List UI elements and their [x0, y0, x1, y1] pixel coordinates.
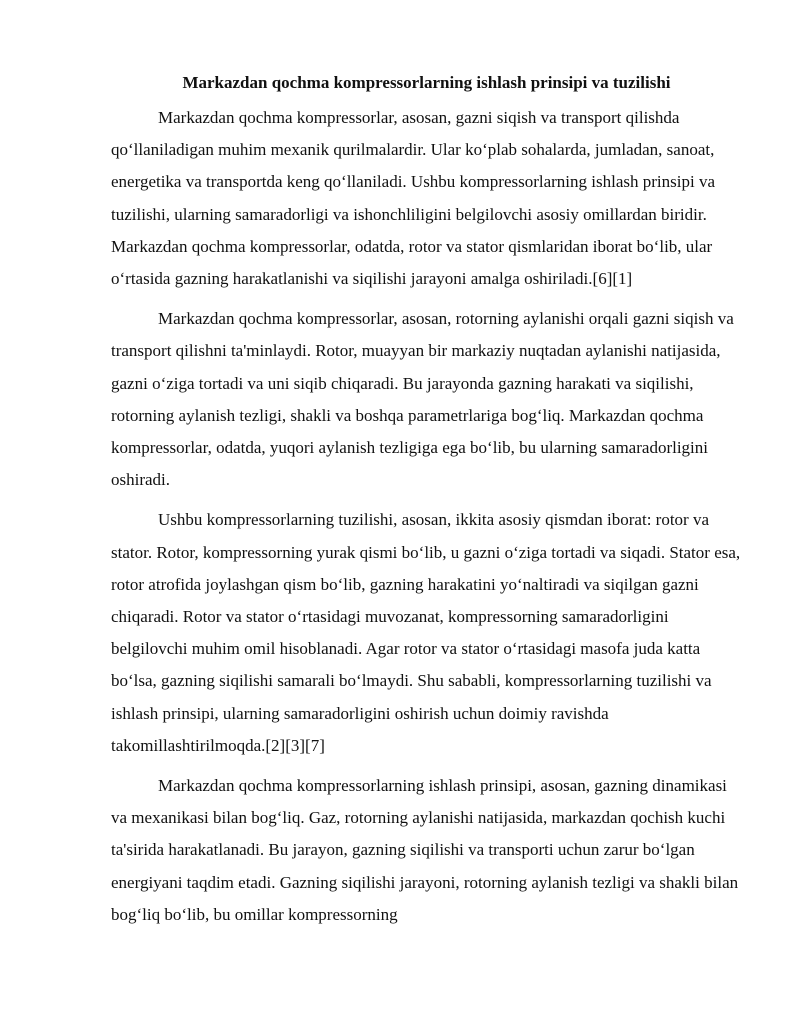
- paragraph-4: Markazdan qochma kompressorlarning ishlash prinsipi, asosan, gazning dinamikasi va mexanikasi bilan bog‘liq. Gaz, rotorning aylanishi natijasida, markazdan qochish kuchi ta'sirida harakatlanadi. Bu jarayon, gazning siqilishi va transporti uchun zarur bo‘lgan energiyani taqdim etadi. Gazning siqilishi jarayoni, rotorning aylanish tezligi va shakli bilan bog‘liq bo‘lib, bu omillar kompressorning: [111, 776, 739, 924]
- paragraph-1: Markazdan qochma kompressorlar, asosan, gazni siqish va transport qilishda qo‘llaniladigan muhim mexanik qurilmalardir. Ular ko‘plab sohalarda, jumladan, sanoat, energetika va transportda keng qo‘llaniladi. Ushbu kompressorlarning ishlash prinsipi va tuzilishi, ularning samaradorligi va ishonchliligini belgilovchi asosiy omillardan biridir. Markazdan qochma kompressorlar, odatda, rotor va stator qismlaridan iborat bo‘lib, ular o‘rtasida gazning harakatlanishi va siqilishi jarayoni amalga oshiriladi.[6][1]: [111, 108, 715, 289]
- document-body: [111, 72, 742, 939]
- paragraph-3: Ushbu kompressorlarning tuzilishi, asosan, ikkita asosiy qismdan iborat: rotor va stator. Rotor, kompressorning yurak qismi bo‘lib, u gazni o‘ziga tortadi va siqadi. Stator esa, rotor atrofida joylashgan qism bo‘lib, gazning harakatini yo‘naltiradi va siqilgan gazni chiqaradi. Rotor va stator o‘rtasidagi muvozanat, kompressorning samaradorligini belgilovchi muhim omil hisoblanadi. Agar rotor va stator o‘rtasidagi masofa juda katta bo‘lsa, gazning siqilishi samarali bo‘lmaydi. Shu sababli, kompressorlarning tuzilishi va ishlash prinsipi, ularning samaradorligini oshirish uchun doimiy ravishda takomillashtirilmoqda.[2][3][7]: [111, 510, 741, 755]
- paragraph-2: Markazdan qochma kompressorlar, asosan, rotorning aylanishi orqali gazni siqish va transport qilishni ta'minlaydi. Rotor, muayyan bir markaziy nuqtadan aylanishi natijasida, gazni o‘ziga tortadi va uni siqib chiqaradi. Bu jarayonda gazning harakati va siqilishi, rotorning aylanish tezligi, shakli va boshqa parametrlariga bog‘liq. Markazdan qochma kompressorlar, odatda, yuqori aylanish tezligiga ega bo‘lib, bu ularning samaradorligini oshiradi.: [111, 309, 734, 490]
- document-title: Markazdan qochma kompressorlarning ishlash prinsipi va tuzilishi: [182, 73, 671, 92]
